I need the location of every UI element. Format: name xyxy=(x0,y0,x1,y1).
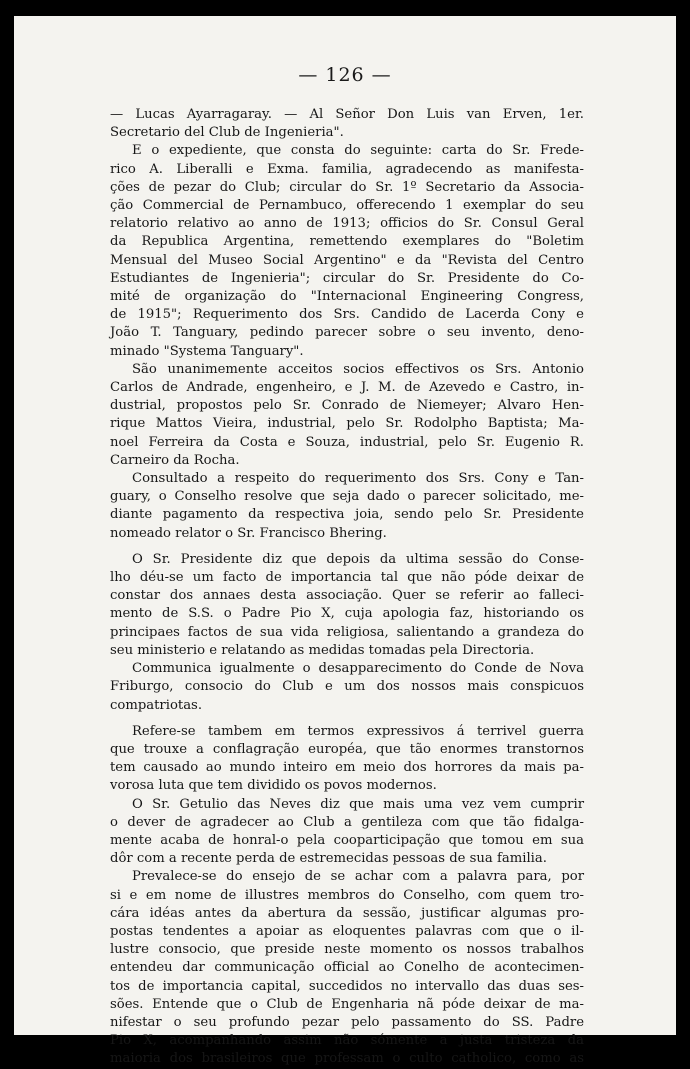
text-line: dôr com a recente perda de estremecidas pessoas de sua familia. xyxy=(110,851,547,867)
text-line: cára idéas antes da abertura da sessão, justificar algumas pro- xyxy=(110,905,584,921)
text-line: nomeado relator o Sr. Francisco Bhering. xyxy=(110,525,387,541)
text-line: — Lucas Ayarragaray. — Al Señor Don Luis van Erven, 1er. xyxy=(110,107,584,122)
text-line: Refere-se tambem em termos expressivos á terrivel guerra xyxy=(132,723,584,739)
paragraph-2 xyxy=(110,142,584,360)
text-line: de 1915"; Requerimento dos Srs. Candido de Lacerda Cony e xyxy=(110,307,584,323)
paragraph-7 xyxy=(110,723,584,796)
text-line: sões. Entende que o Club de Engenharia nã póde deixar de ma- xyxy=(110,996,584,1012)
text-line: Estudiantes de Ingenieria"; circular do Sr. Presidente do Co- xyxy=(110,270,584,286)
paragraph-5 xyxy=(110,551,584,660)
text-line: Pio X, acompanhando assim não sómente a justa tristeza da xyxy=(110,1033,584,1049)
paragraph-4 xyxy=(110,470,584,543)
paragraph-9 xyxy=(110,868,584,1068)
text-line: rique Mattos Vieira, industrial, pelo Sr. Rodolpho Baptista; Ma- xyxy=(110,416,584,432)
paragraph-1 xyxy=(110,106,584,142)
text-line: Secretario del Club de Ingenieria". xyxy=(110,125,344,141)
text-line: noel Ferreira da Costa e Souza, industrial, pelo Sr. Eugenio R. xyxy=(110,434,584,450)
text-line: mente acaba de honral-o pela cooparticipação que tomou em sua xyxy=(110,832,584,848)
text-line: vorosa luta que tem dividido os povos modernos. xyxy=(110,778,437,794)
text-line: si e em nome de illustres membros do Conselho, com quem tro- xyxy=(110,887,584,903)
text-line: lustre consocio, que preside neste momento os nossos trabalhos xyxy=(110,942,584,958)
text-line: Prevalece-se do ensejo de se achar com a palavra para, por xyxy=(132,869,584,885)
text-line: mité de organização do "Internacional Engineering Congress, xyxy=(110,289,584,305)
text-line: Friburgo, consocio do Club e um dos nossos mais conspicuos xyxy=(110,679,584,695)
text-line: da Republica Argentina, remettendo exemplares do "Boletim xyxy=(110,234,584,250)
text-line: relatorio relativo ao anno de 1913; officios do Sr. Consul Geral xyxy=(110,216,584,232)
text-line: lho déu-se um facto de importancia tal que não póde deixar de xyxy=(110,570,584,586)
text-line: João T. Tanguary, pedindo parecer sobre o seu invento, deno- xyxy=(110,325,584,341)
text-line: ções de pezar do Club; circular do Sr. 1º Secretario da Associa- xyxy=(110,179,584,195)
text-line: guary, o Conselho resolve que seja dado o parecer solicitado, me- xyxy=(110,489,584,505)
text-line: E o expediente, que consta do seguinte: carta do Sr. Frede- xyxy=(132,143,584,159)
body-text xyxy=(110,106,584,1069)
text-line: nifestar o seu profundo pezar pelo passamento do SS. Padre xyxy=(110,1014,584,1030)
page-number: — 126 — xyxy=(298,64,392,86)
text-line: Communica igualmente o desapparecimento do Conde de Nova xyxy=(132,661,584,677)
text-line: tos de importancia capital, succedidos no intervallo das duas ses- xyxy=(110,978,584,994)
text-line: Carneiro da Rocha. xyxy=(110,452,240,468)
text-line: minado "Systema Tanguary". xyxy=(110,343,304,359)
text-line: rico A. Liberalli e Exma. familia, agradecendo as manifesta- xyxy=(110,161,584,177)
text-line: mento de S.S. o Padre Pio X, cuja apologia faz, historiando os xyxy=(110,606,584,622)
text-line: O Sr. Presidente diz que depois da ultima sessão do Conse- xyxy=(132,551,584,567)
text-line: maioria dos brasileiros que professam o culto catholico, como as xyxy=(110,1051,584,1067)
text-line: compatriotas. xyxy=(110,697,203,713)
text-line: Carlos de Andrade, engenheiro, e J. M. de Azevedo e Castro, in- xyxy=(110,380,584,396)
paragraph-3 xyxy=(110,361,584,470)
text-line: o dever de agradecer ao Club a gentileza com que tão fidalga- xyxy=(110,814,584,830)
text-line: Mensual del Museo Social Argentino" e da "Revista del Centro xyxy=(110,252,584,268)
text-line: diante pagamento da respectiva joia, sendo pelo Sr. Presidente xyxy=(110,507,584,523)
text-line: seu ministerio e relatando as medidas tomadas pela Directoria. xyxy=(110,642,535,658)
paragraph-6 xyxy=(110,660,584,715)
text-line: constar dos annaes desta associação. Quer se referir ao falleci- xyxy=(110,588,584,604)
text-line: tem causado ao mundo inteiro em meio dos horrores da mais pa- xyxy=(110,760,584,776)
text-line: Consultado a respeito do requerimento dos Srs. Cony e Tan- xyxy=(132,471,584,487)
text-line: que trouxe a conflagração européa, que tão enormes transtornos xyxy=(110,741,584,757)
text-line: dustrial, propostos pelo Sr. Conrado de Niemeyer; Alvaro Hen- xyxy=(110,398,584,414)
text-line: principaes factos de sua vida religiosa, salientando a grandeza do xyxy=(110,624,584,640)
text-line: postas tendentes a apoiar as eloquentes palavras com que o il- xyxy=(110,923,584,939)
text-line: ção Commercial de Pernambuco, offerecendo 1 exemplar do seu xyxy=(110,198,584,214)
text-line: O Sr. Getulio das Neves diz que mais uma vez vem cumprir xyxy=(132,796,584,812)
text-line: entendeu dar communicação official ao Conelho de acontecimen- xyxy=(110,960,584,976)
text-line: São unanimemente acceitos socios effectivos os Srs. Antonio xyxy=(132,361,584,377)
paragraph-8 xyxy=(110,796,584,869)
book-page xyxy=(14,16,676,1067)
